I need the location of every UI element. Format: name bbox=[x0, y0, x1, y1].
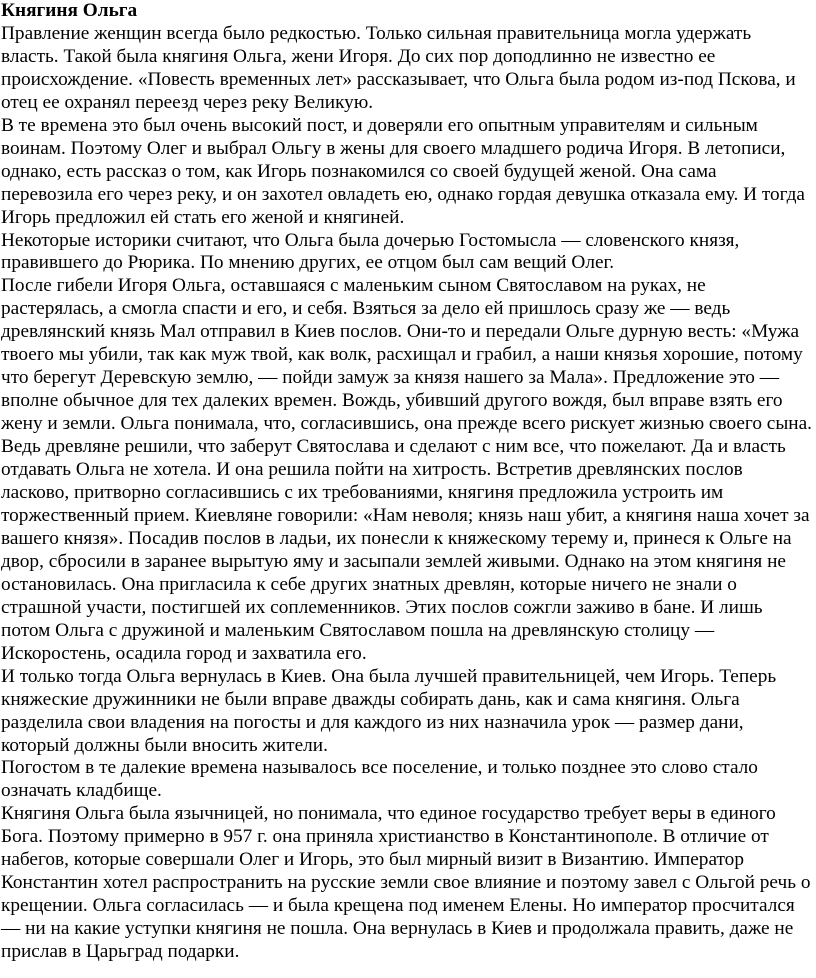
paragraph-historians: Некоторые историки считают, что Ольга была дочерью Гостомысла — словенского князя, правившего до Рюрика. По мнению других, ее отцом был сам вещий Олег. bbox=[1, 229, 740, 274]
paragraph-origin: Правление женщин всегда было редкостью. Только сильная правительница могла удержать власть. Такой была княгиня Ольга, жени Игоря. До сих пор доподлинно не известно ее происхождение. «Повесть временных лет» рассказывает, что Ольга была родом из-под Пскова, и отец ее охранял переезд через реку Великую. bbox=[1, 22, 796, 113]
paragraph-pogost: Погостом в те далекие времена называлось все поселение, и только позднее это слово стало означать кладбище. bbox=[1, 757, 758, 802]
document-title: Княгиня Ольга bbox=[1, 0, 138, 21]
paragraph-revenge: После гибели Игоря Ольга, оставшаяся с маленьким сыном Святославом на руках, не растерялась, а смогла спасти и его, и себя. Взяться за дело ей пришлось сразу же — ведь древлянский князь Мал отправил в Киев послов. Они-то и передали Ольге дурную весть: «Мужа твоего мы убили, так как муж твой, как волк, расхищал и грабил, а наши князья хорошие, потому что берегут Деревскую землю, — пойди замуж за князя нашего за Мала». Предложение это — вполне обычное для тех далеких времен. Вождь, убивший другого вождя, был вправе взять его жену и земли. Ольга понимала, что, согласившись, она прежде всего рискует жизнью своего сына. Ведь древляне решили, что заберут Святослава и сделают с ним все, что пожелают. Да и власть отдавать Ольга не хотела. И она решила пойти на хитрость. Встретив древлянских послов ласково, притворно согласившись с их требованиями, княгиня предложила устроить им торжественный прием. Киевляне говорили: «Нам неволя; князь наш убит, а княгиня наша хочет за вашего князя». Посадив послов в ладьи, их понесли к княжескому терему и, принеся к Ольге на двор, сбросили в заранее вырытую яму и засыпали землей живыми. Однако на этом княгиня не остановилась. Она пригласила к себе других знатных древлян, которые ничего не знали о страшной участи, постигшей их соплеменников. Этих послов сожгли заживо в бане. И лишь потом Ольга с дружиной и маленьким Святославом пошла на древлянскую столицу — Искоростень, осадила город и захватила его. bbox=[1, 275, 812, 664]
paragraph-rule: И только тогда Ольга вернулась в Киев. Она была лучшей правительницей, чем Игорь. Теперь княжеские дружинники не были вправе дважды собирать дань, как и сама княгиня. Ольга разделила свои владения на погосты и для каждого из них назначила урок — размер дани, который должны были вносить жители. bbox=[1, 665, 777, 756]
paragraph-baptism: Княгиня Ольга была язычницей, но понимала, что единое государство требует веры в единого Бога. Поэтому примерно в 957 г. она приняла христианство в Константинополе. В отличие от набегов, которые совершали Олег и Игорь, это был мирный визит в Византию. Император Константин хотел распространить на русские земли свое влияние и поэтому завел с Ольгой речь о крещении. Ольга согласилась — и была крещена под именем Елены. Но император просчитался — ни на какие уступки княгиня не пошла. Она вернулась в Киев и продолжала править, даже не прислав в Царьград подарки. bbox=[1, 803, 811, 963]
paragraph-marriage: В те времена это был очень высокий пост, и доверяли его опытным управителям и сильным воинам. Поэтому Олег и выбрал Ольгу в жены для своего младшего родича Игоря. В летописи, однако, есть рассказ о том, как Игорь познакомился со своей будущей женой. Она сама перевозила его через реку, и он захотел овладеть ею, однако гордая девушка отказала ему. И тогда Игорь предложил ей стать его женой и княгиней. bbox=[1, 114, 805, 228]
